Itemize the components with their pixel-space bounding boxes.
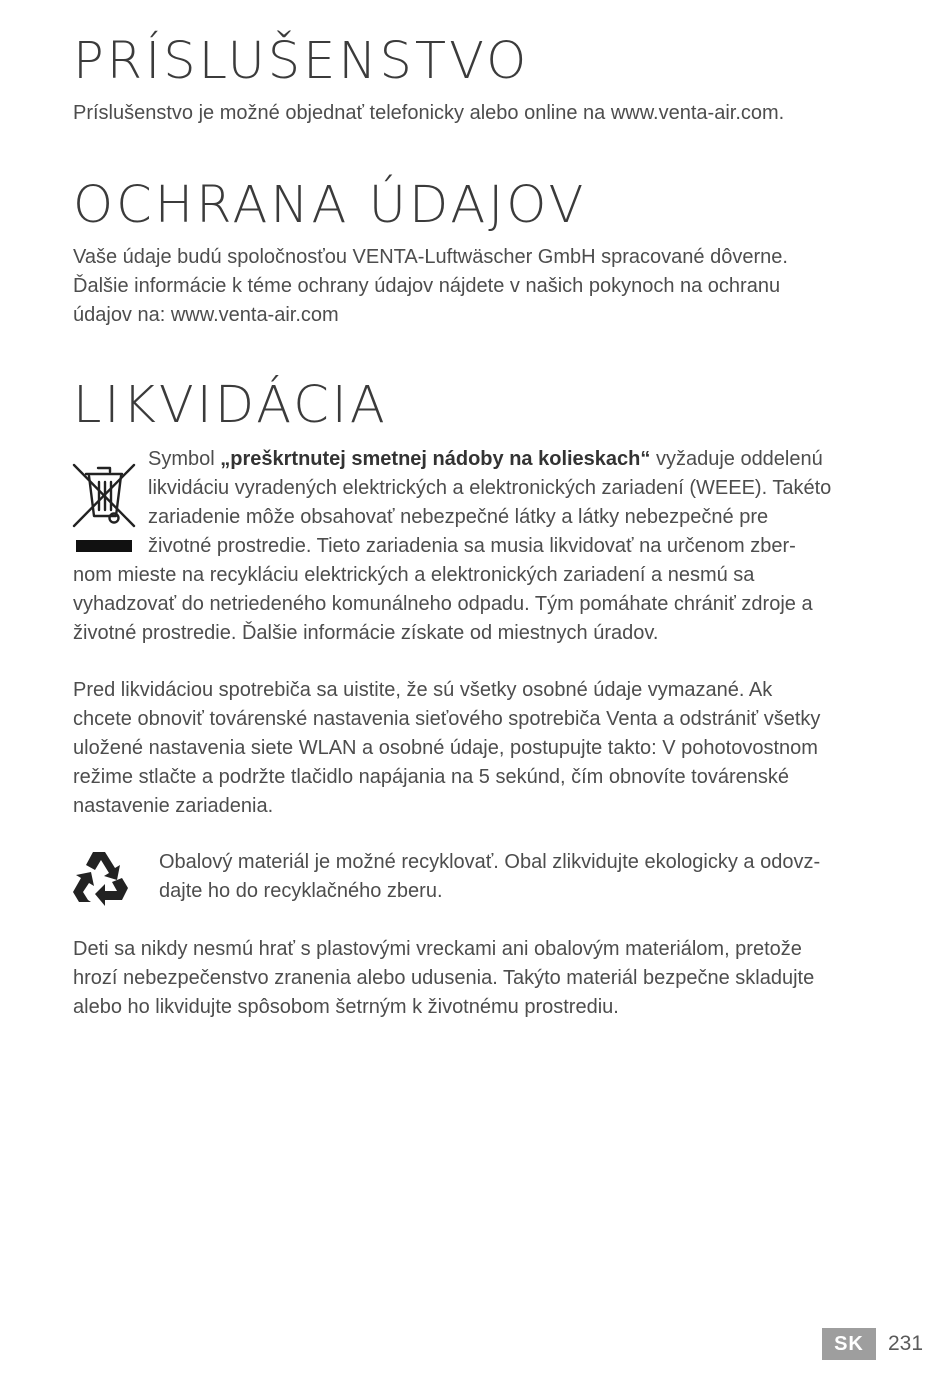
packaging-text: Obalový materiál je možné recyklovať. Obal zlikvidujte ekologicky a odovz- dajte ho do recyklačného zberu. — [159, 851, 821, 902]
personal-data-text: Pred likvidáciou spotrebiča sa uistite, že sú všetky osobné údaje vymazané. Ak chcete obnoviť továrenské nastavenia sieťového spotrebiča Venta a odstrániť všetky uložené nastavenia siete WLAN a osobné údaje, postupujte takto: V pohotovostnom režime stlačte a podržte tlačidlo napájania na 5 sekúnd, čím obnovíte továrenské nastavenie zariadenia. — [73, 679, 821, 817]
weee-text-continued: nom mieste na recykláciu elektrických a elektronických zariadení a nesmú sa vyhadzovať do netriedeného komunálneho odpadu. Tým pomáhate chrániť zdroje a životné prostredie. Ďalšie informácie získate od miestnych úradov. — [73, 564, 813, 644]
disposal-heading: LIKVIDÁCIA — [73, 376, 388, 435]
crossed-out-wheelie-bin-icon — [72, 462, 136, 554]
recycling-icon — [71, 848, 131, 906]
language-tag: SK — [822, 1328, 876, 1360]
weee-text-wrapped: Symbol „preškrtnutej smetnej nádoby na kolieskach“ vyžaduje oddelenú likvidáciu vyradených elektrických a elektronických zariadení (WEEE). Takéto zariadenie môže obsahovať nebezpečné látky a látky nebezpečné pre životné prostredie. Tieto zariadenia sa musia likvidovať na určenom zber- — [148, 448, 832, 557]
data-protection-text: Vaše údaje budú spoločnosťou VENTA-Luftwäscher GmbH spracované dôverne. Ďalšie informácie k téme ochrany údajov nájdete v našich pokynoch na ochranu údajov na: www.venta-air.com — [73, 246, 788, 326]
children-warning-text: Deti sa nikdy nesmú hrať s plastovými vreckami ani obalovým materiálom, pretože hrozí nebezpečenstvo zranenia alebo udusenia. Takýto materiál bezpečne skladujte alebo ho likvidujte spôsobom šetrným k životnému prostrediu. — [73, 938, 815, 1018]
data-protection-heading: OCHRANA ÚDAJOV — [73, 176, 587, 235]
accessories-heading: PRÍSLUŠENSTVO — [73, 32, 530, 91]
page-number: 231 — [888, 1332, 924, 1355]
weee-symbol-name: „preškrtnutej smetnej nádoby na kolieskach“ — [220, 448, 651, 470]
accessories-text: Príslušenstvo je možné objednať telefonicky alebo online na www.venta-air.com. — [73, 102, 785, 124]
